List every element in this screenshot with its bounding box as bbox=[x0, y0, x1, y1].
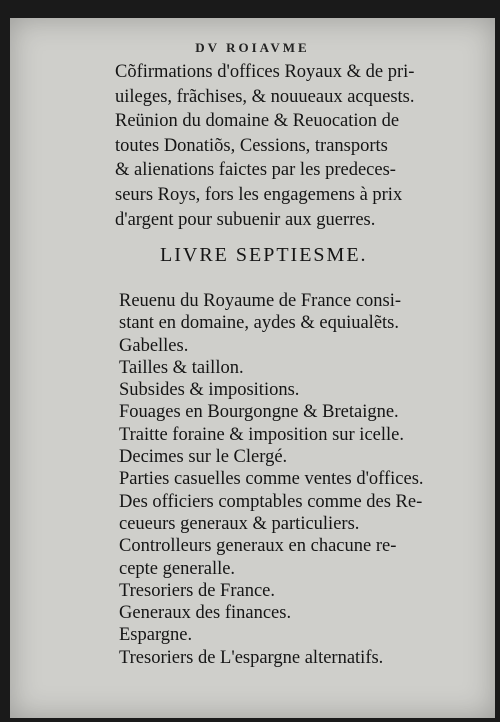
list-item-line: Tresoriers de France. bbox=[119, 580, 276, 601]
section-heading: LIVRE SEPTIESME. bbox=[160, 244, 368, 266]
list-item-line: Subsides & impositions. bbox=[119, 380, 300, 401]
list-item bbox=[119, 491, 489, 536]
list-item-line: Fouages en Bourgongne & Bretaigne. bbox=[119, 402, 399, 423]
list-item-line: Controlleurs generaux en chacune re- bbox=[119, 536, 397, 557]
list-item bbox=[119, 624, 489, 646]
list-item-continuation: ceueurs generaux & particuliers. bbox=[119, 513, 360, 534]
list-item-line: Parties casuelles comme ventes d'offices. bbox=[119, 469, 424, 490]
list-item-line: Gabelles. bbox=[119, 335, 189, 356]
list-item-line: Reuenu du Royaume de France consi- bbox=[119, 291, 402, 311]
book-page bbox=[10, 18, 495, 718]
list-item-line: Tailles & taillon. bbox=[119, 357, 244, 378]
list-item-line: Decimes sur le Clergé. bbox=[119, 447, 288, 468]
list-item bbox=[119, 647, 489, 669]
list-item-line: Generaux des finances. bbox=[119, 603, 292, 624]
list-item bbox=[119, 401, 489, 423]
list-item-line: Des officiers comptables comme des Re- bbox=[119, 491, 423, 512]
list-item bbox=[119, 468, 489, 490]
list-item-line: Espargne. bbox=[119, 625, 193, 646]
paragraph-line: Reünion du domaine & Reuocation de bbox=[115, 111, 400, 132]
list-item bbox=[119, 335, 489, 357]
list-item bbox=[119, 580, 489, 602]
list-item bbox=[119, 424, 489, 446]
paragraph-line: uileges, frãchises, & nouueaux acquests. bbox=[115, 86, 415, 107]
intro-paragraph bbox=[115, 60, 475, 232]
list-item bbox=[119, 446, 489, 468]
contents-list bbox=[119, 290, 489, 669]
paragraph-line: d'argent pour subuenir aux guerres. bbox=[115, 209, 376, 230]
list-item bbox=[119, 290, 489, 335]
list-item-continuation: cepte generalle. bbox=[119, 558, 236, 579]
paragraph-line: seurs Roys, fors les engagemens à prix bbox=[115, 184, 403, 205]
list-item-continuation: stant en domaine, aydes & equiualẽts. bbox=[119, 313, 399, 334]
list-item bbox=[119, 357, 489, 379]
running-head: DV ROIAVME bbox=[195, 40, 310, 55]
paragraph-line: Cõfirmations d'offices Royaux & de pri- bbox=[115, 62, 415, 82]
paragraph-line: & alienations faictes par les predeces- bbox=[115, 160, 396, 181]
list-item-line: Traitte foraine & imposition sur icelle. bbox=[119, 424, 404, 445]
list-item bbox=[119, 602, 489, 624]
list-item bbox=[119, 535, 489, 580]
list-item-line: Tresoriers de L'espargne alternatifs. bbox=[119, 647, 384, 668]
paragraph-line: toutes Donatiõs, Cessions, transports bbox=[115, 135, 388, 156]
list-item bbox=[119, 379, 489, 401]
